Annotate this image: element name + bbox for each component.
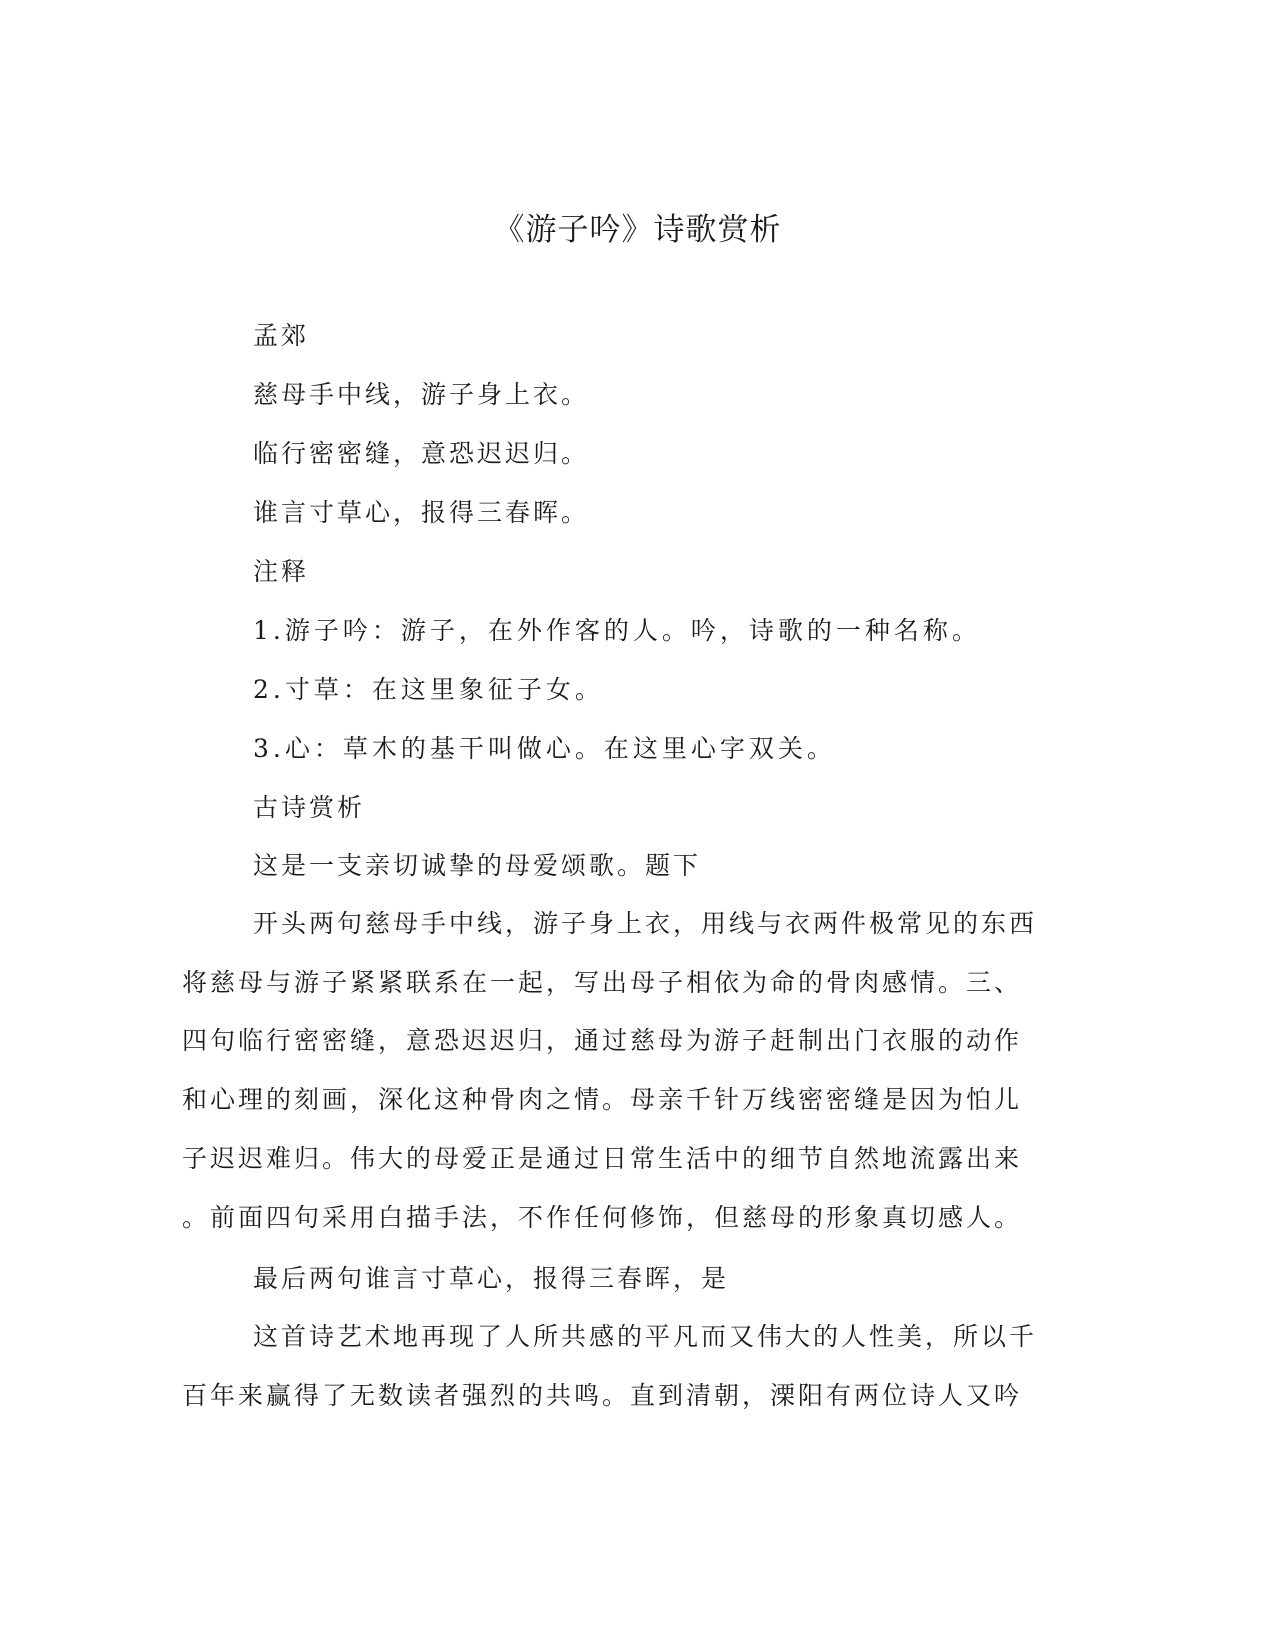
paragraph-1-line-1: 开头两句慈母手中线，游子身上衣，用线与衣两件极常见的东西: [253, 909, 1038, 938]
paragraph-3-line-1: 这首诗艺术地再现了人所共感的平凡而又伟大的人性美，所以千: [253, 1322, 1038, 1351]
analysis-paragraph-1: [182, 895, 1062, 1247]
author: 孟郊: [253, 321, 310, 350]
analysis-intro: 这是一支亲切诚挚的母爱颂歌。题下: [253, 851, 702, 880]
paragraph-1-line-3: 四句临行密密缝，意恐迟迟归，通过慈母为游子赶制出门衣服的动作: [182, 1026, 1023, 1056]
note-1: 1.游子吟：游子，在外作客的人。吟，诗歌的一种名称。: [253, 616, 981, 645]
analysis-paragraph-2: 最后两句谁言寸草心，报得三春晖，是: [253, 1264, 730, 1293]
analysis-heading: 古诗赏析: [253, 793, 366, 822]
poem-line-3: 谁言寸草心，报得三春晖。: [253, 498, 590, 527]
notes-heading: 注释: [253, 557, 310, 586]
poem-line-2: 临行密密缝，意恐迟迟归。: [253, 439, 590, 468]
paragraph-1-line-6: 。前面四句采用白描手法，不作任何修饰，但慈母的形象真切感人。: [182, 1202, 1023, 1232]
analysis-paragraph-3: [182, 1308, 1062, 1425]
page-title: 《游子吟》诗歌赏析: [493, 212, 782, 248]
paragraph-1-line-2: 将慈母与游子紧紧联系在一起，写出母子相依为命的骨肉感情。三、: [182, 967, 1023, 997]
paragraph-1-line-5: 子迟迟难归。伟大的母爱正是通过日常生活中的细节自然地流露出来: [182, 1143, 1023, 1173]
note-2: 2.寸草：在这里象征子女。: [253, 675, 604, 704]
paragraph-3-line-2: 百年来赢得了无数读者强烈的共鸣。直到清朝，溧阳有两位诗人又吟: [182, 1380, 1023, 1410]
poem-line-1: 慈母手中线，游子身上衣。: [253, 380, 590, 409]
note-3: 3.心：草木的基干叫做心。在这里心字双关。: [253, 734, 836, 763]
paragraph-1-line-4: 和心理的刻画，深化这种骨肉之情。母亲千针万线密密缝是因为怕儿: [182, 1085, 1023, 1115]
